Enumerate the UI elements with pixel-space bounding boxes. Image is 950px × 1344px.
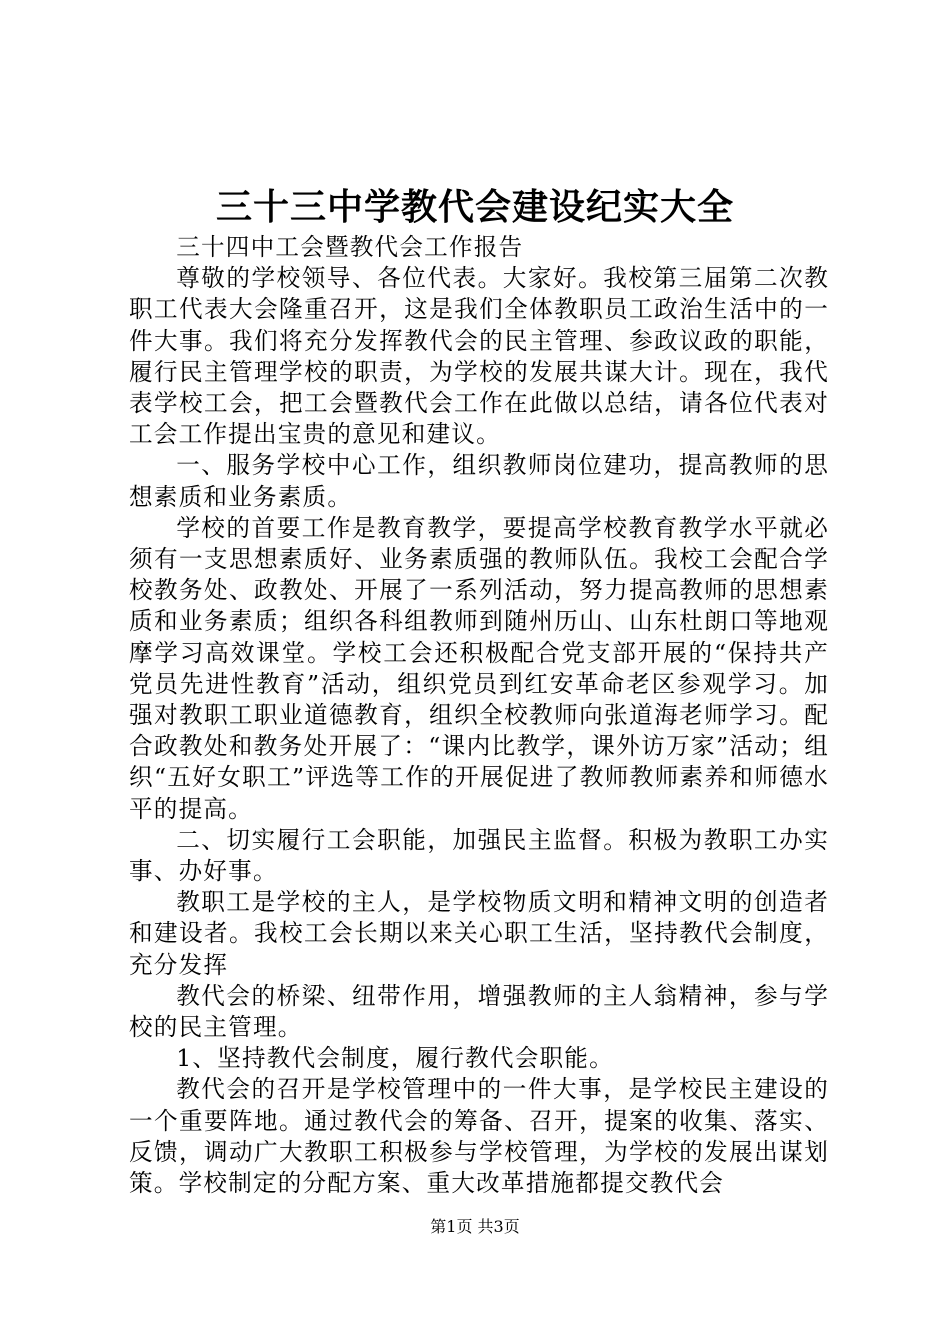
- paragraph-greeting: 尊敬的学校领导、各位代表。大家好。我校第三届第二次教职工代表大会隆重召开，这是我们全体教职员工政治生活中的一件大事。我们将充分发挥教代会的民主管理、参政议政的职能，履行民主管理学校的职责，为学校的发展共谋大计。现在，我代表学校工会，把工会暨教代会工作在此做以总结，请各位代表对工会工作提出宝贵的意见和建议。: [129, 264, 829, 449]
- document-body: [129, 232, 829, 1199]
- paragraph-subtitle: 三十四中工会暨教代会工作报告: [176, 233, 524, 261]
- document-title: 三十三中学教代会建设纪实大全: [215, 186, 734, 228]
- paragraph-section-two-heading: 二、切实履行工会职能，加强民主监督。积极为教职工办实事、办好事。: [129, 825, 829, 886]
- paragraph-item-one-body: 教代会的召开是学校管理中的一件大事，是学校民主建设的一个重要阵地。通过教代会的筹备、召开，提案的收集、落实、反馈，调动广大教职工积极参与学校管理，为学校的发展出谋划策。学校制定的分配方案、重大改革措施都提交教代会: [129, 1075, 829, 1198]
- paragraph-section-two-continued: 教代会的桥梁、纽带作用，增强教师的主人翁精神，参与学校的民主管理。: [129, 981, 829, 1042]
- paragraph-item-one-heading: 1、坚持教代会制度，履行教代会职能。: [176, 1044, 614, 1073]
- paragraph-section-one-heading: 一、服务学校中心工作，组织教师岗位建功，提高教师的思想素质和业务素质。: [129, 451, 829, 511]
- page-footer: 第1页 共3页: [430, 1217, 520, 1236]
- paragraph-section-two-body: 教职工是学校的主人，是学校物质文明和精神文明的创造者和建设者。我校工会长期以来关心职工生活，坚持教代会制度，充分发挥: [129, 888, 829, 979]
- paragraph-section-one-body: 学校的首要工作是教育教学，要提高学校教育教学水平就必须有一支思想素质好、业务素质强的教师队伍。我校工会配合学校教务处、政教处、开展了一系列活动，努力提高教师的思想素质和业务素质；组织各科组教师到随州历山、山东杜朗口等地观摩学习高效课堂。学校工会还积极配合党支部开展的“保持共产党员先进性教育”活动，组织党员到红安革命老区参观学习。加强对教职工职业道德教育，组织全校教师向张道海老师学习。配合政教处和教务处开展了：“课内比教学，课外访万家”活动；组织“五好女职工”评选等工作的开展促进了教师教师素养和师德水平的提高。: [129, 513, 829, 823]
